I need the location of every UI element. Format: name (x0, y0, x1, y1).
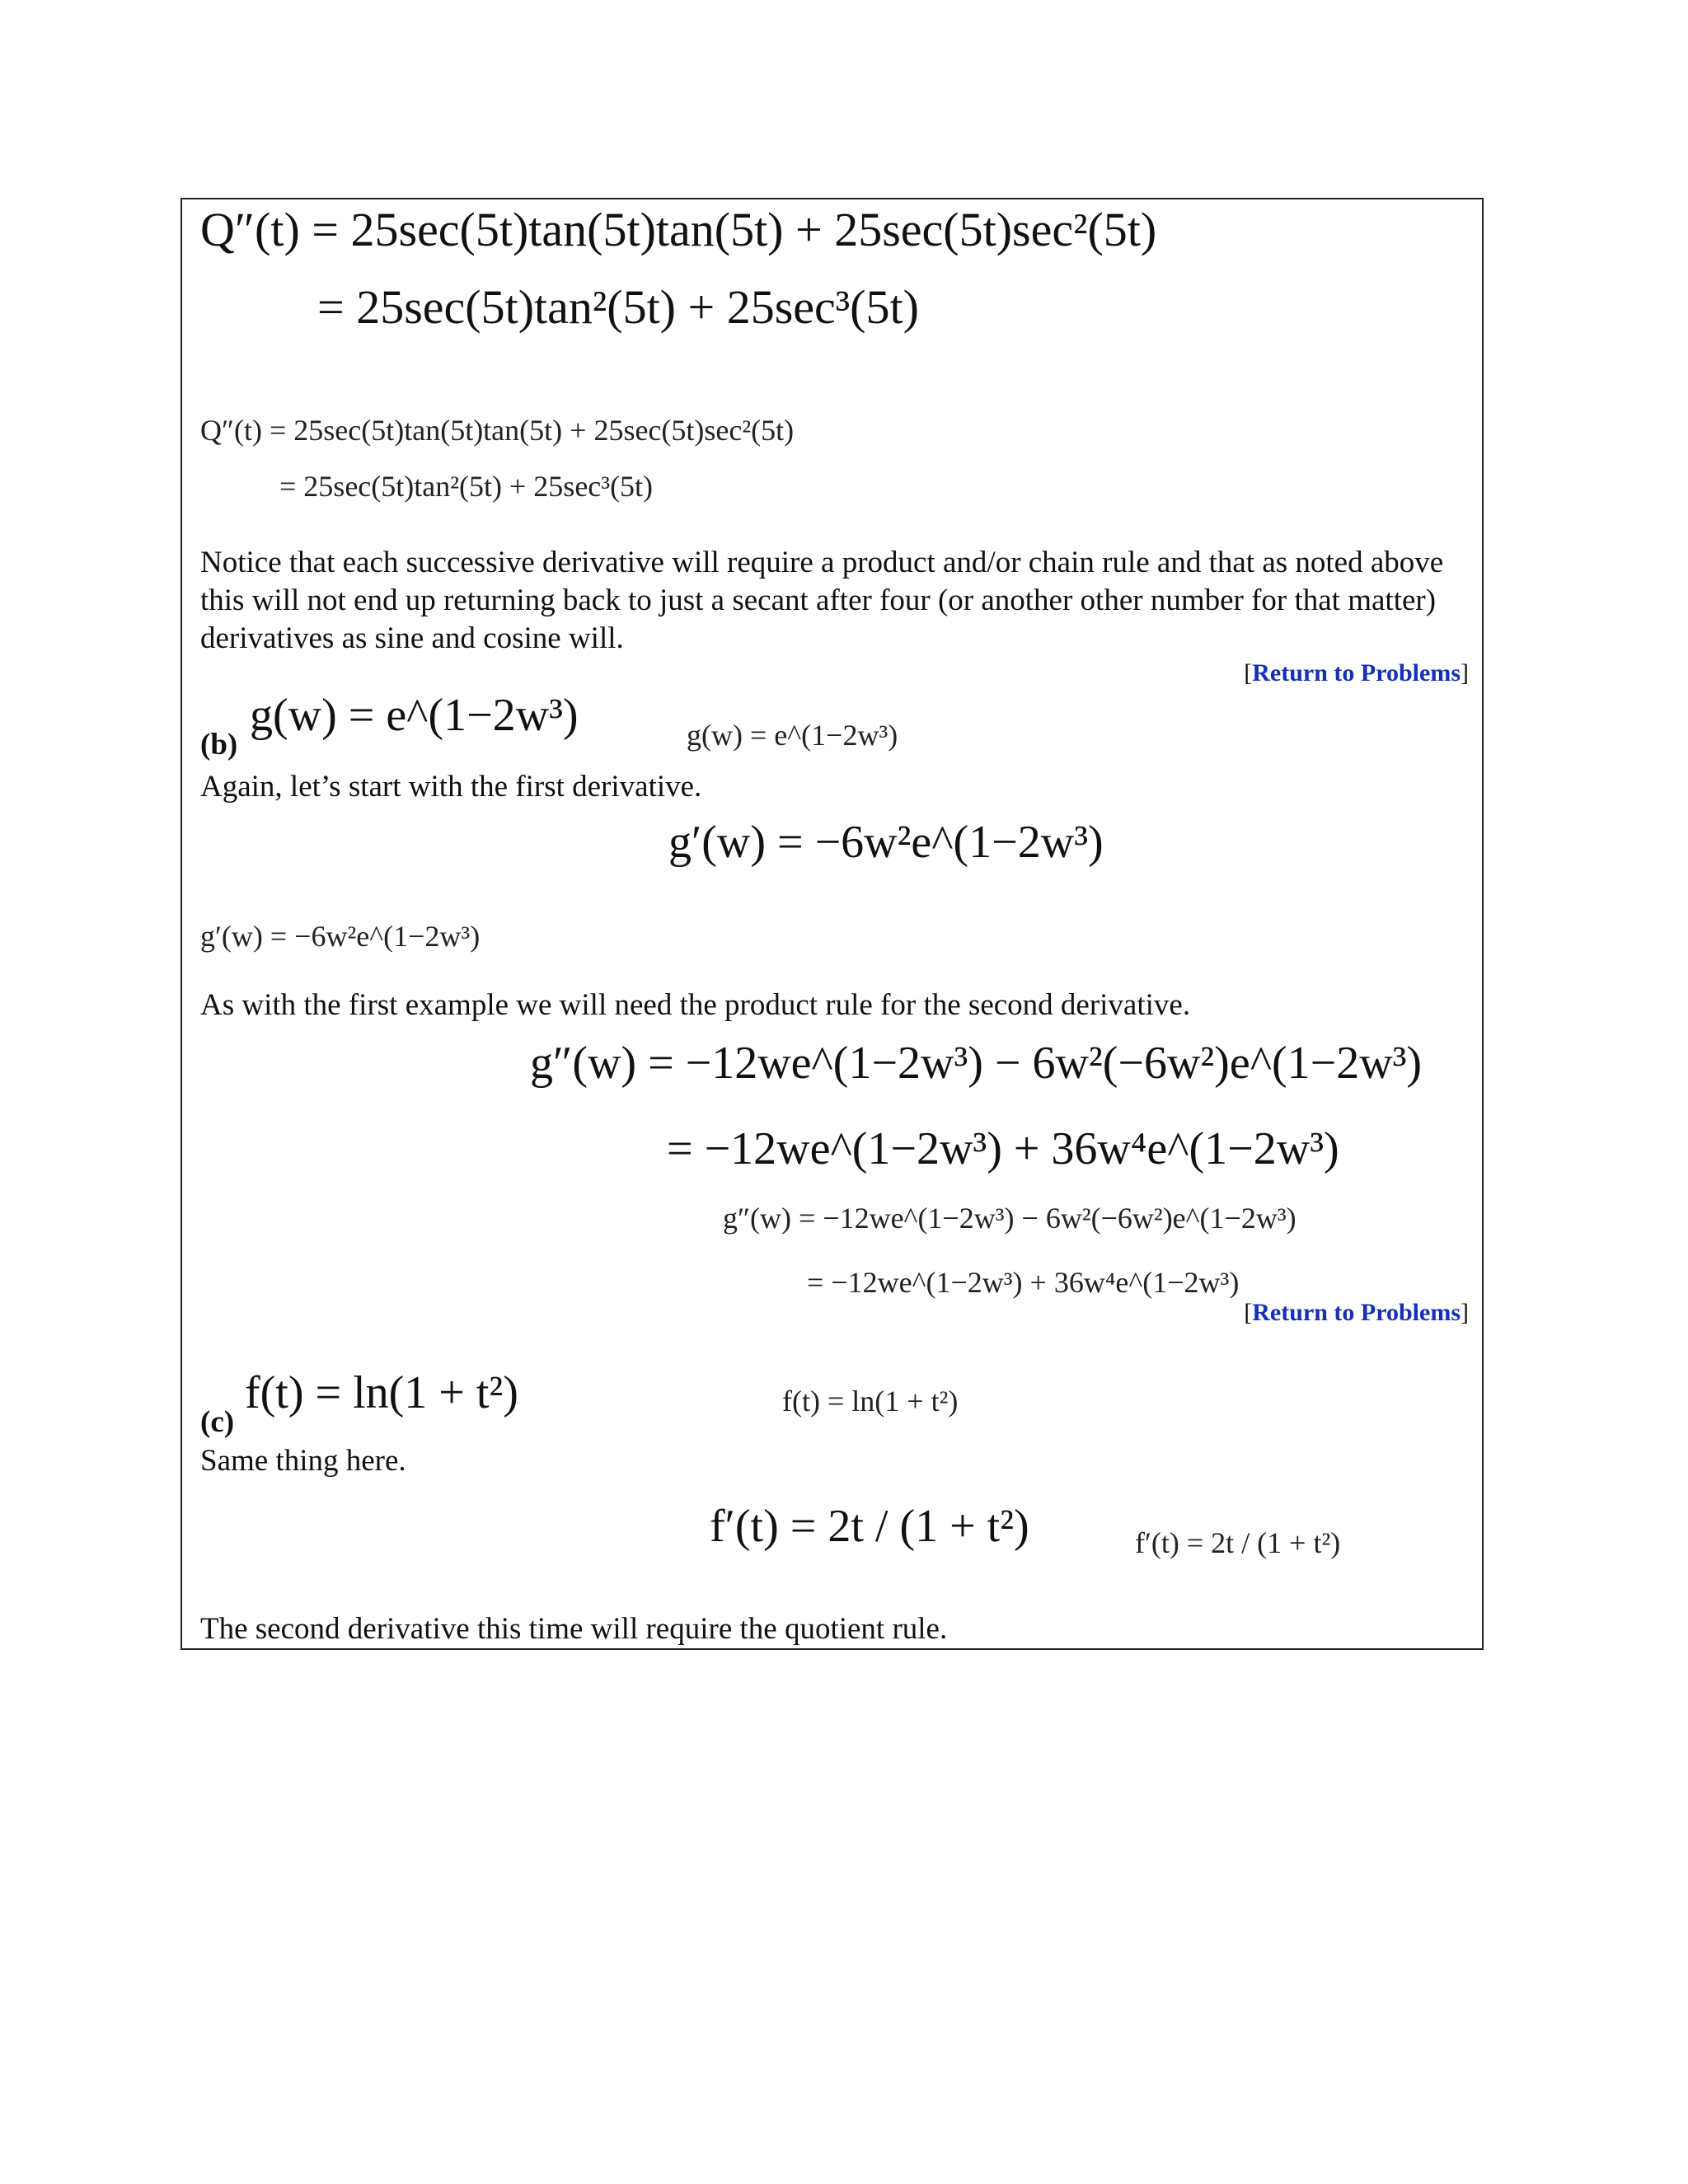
section-c-label: (c) (200, 1405, 235, 1439)
math-text: f(t) = ln(1 + t²) (245, 1367, 518, 1418)
return-to-problems-link[interactable]: [Return to Problems] (1244, 659, 1469, 687)
solution-frame (181, 198, 1484, 1650)
math-text: = −12we^(1−2w³) + 36w⁴e^(1−2w³) (667, 1123, 1339, 1174)
quotient-rule-text (200, 1610, 947, 1648)
math-text: = 25sec(5t)tan²(5t) + 25sec³(5t) (279, 470, 654, 503)
return-link-label[interactable]: Return to Problems (1252, 659, 1461, 687)
section-b-label: (b) (200, 728, 238, 762)
math-text: g′(w) = −6w²e^(1−2w³) (200, 920, 481, 953)
g-prime-eq (668, 817, 1104, 868)
f-prime-eq (710, 1501, 1029, 1552)
f-prime-eq-small (1135, 1528, 1340, 1558)
notice-paragraph (200, 544, 1461, 658)
g-of-w-problem (250, 690, 579, 741)
g-double-prime-small-line2 (807, 1268, 1239, 1297)
return-link-label[interactable]: Return to Problems (1252, 1299, 1461, 1326)
paragraph-text: The second derivative this time will require the quotient rule. (200, 1612, 948, 1646)
section-b-intro (200, 768, 701, 806)
math-text: g(w) = e^(1−2w³) (687, 719, 898, 752)
paragraph-text: Same thing here. (200, 1444, 406, 1478)
q-double-prime-small-line1 (200, 415, 794, 445)
f-of-t-problem (245, 1367, 518, 1418)
math-text: g′(w) = −6w²e^(1−2w³) (668, 817, 1104, 868)
q-double-prime-small-line2 (279, 471, 653, 501)
g-double-prime-line2 (667, 1123, 1339, 1174)
math-text: = 25sec(5t)tan²(5t) + 25sec³(5t) (317, 280, 919, 334)
q-double-prime-eq-line2 (317, 280, 919, 334)
math-text: g(w) = e^(1−2w³) (250, 690, 579, 741)
math-text: f′(t) = 2t / (1 + t²) (710, 1501, 1029, 1552)
return-to-problems-link[interactable]: [Return to Problems] (1244, 1299, 1469, 1326)
math-text: f′(t) = 2t / (1 + t²) (1135, 1526, 1341, 1559)
g-of-w-problem-small (687, 720, 898, 750)
math-text: g″(w) = −12we^(1−2w³) − 6w²(−6w²)e^(1−2w³) (530, 1038, 1423, 1089)
g-prime-eq-small (200, 921, 480, 951)
q-double-prime-eq-line1 (200, 203, 1157, 256)
math-text: Q″(t) = 25sec(5t)tan(5t)tan(5t) + 25sec(5t)sec²(5t) (200, 203, 1157, 256)
product-rule-text (200, 987, 1190, 1024)
paragraph-text: As with the first example we will need the product rule for the second derivative. (200, 988, 1191, 1022)
math-text: = −12we^(1−2w³) + 36w⁴e^(1−2w³) (807, 1266, 1240, 1299)
paragraph-text: Again, let’s start with the first derivative. (200, 770, 702, 804)
paragraph-text: Notice that each successive derivative will require a product and/or chain rule and that as noted above this will not end up returning back to just a secant after four (or another other number for that matter) derivatives as sine and cosine will. (200, 546, 1444, 655)
math-text: f(t) = ln(1 + t²) (782, 1385, 959, 1418)
f-of-t-problem-small (782, 1386, 958, 1416)
math-text: Q″(t) = 25sec(5t)tan(5t)tan(5t) + 25sec(5t)sec²(5t) (200, 414, 795, 447)
g-double-prime-line1 (530, 1038, 1423, 1089)
g-double-prime-small-line1 (723, 1203, 1296, 1233)
section-c-intro (200, 1442, 406, 1480)
math-text: g″(w) = −12we^(1−2w³) − 6w²(−6w²)e^(1−2w³) (723, 1202, 1296, 1235)
